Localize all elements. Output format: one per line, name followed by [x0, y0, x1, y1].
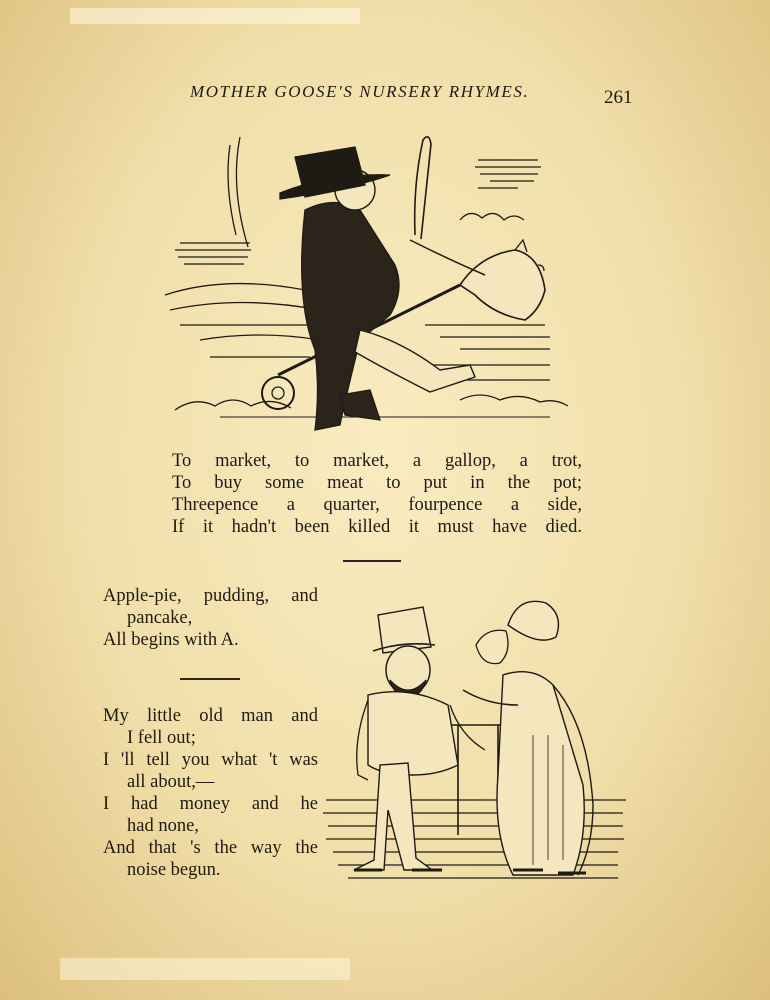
- verse-line: pancake,: [127, 608, 193, 628]
- section-divider: [180, 678, 240, 680]
- verse-line: all about,—: [127, 772, 215, 792]
- verse-line: My little old man and: [103, 706, 318, 726]
- verse-line: To market, to market, a gallop, a trot,: [172, 451, 582, 471]
- verse-line: All begins with A.: [103, 630, 239, 650]
- page-edge-highlight-top: [70, 8, 360, 24]
- rhyme-little-old-man: [103, 705, 318, 881]
- page-edge-highlight-bottom: [60, 958, 350, 980]
- verse-line: I 'll tell you what 't was: [103, 750, 318, 770]
- rhyme-to-market: [172, 450, 582, 538]
- running-header-title: MOTHER GOOSE'S NURSERY RHYMES.: [190, 82, 530, 101]
- section-divider: [343, 560, 401, 562]
- verse-line: Apple-pie, pudding, and: [103, 586, 318, 606]
- verse-line: To buy some meat to put in the pot;: [172, 473, 582, 493]
- verse-line: I fell out;: [127, 728, 196, 748]
- verse-line: had none,: [127, 816, 199, 836]
- page-number: 261: [604, 87, 633, 108]
- man-on-hobby-horse-illustration: [160, 125, 585, 435]
- verse-line: Threepence a quarter, fourpence a side,: [172, 495, 582, 515]
- verse-line: I had money and he: [103, 794, 318, 814]
- rhyme-apple-pie: [103, 585, 318, 651]
- verse-line: And that 's the way the: [103, 838, 318, 858]
- verse-line: If it hadn't been killed it must have died.: [172, 517, 582, 537]
- verse-line: noise begun.: [127, 860, 221, 880]
- old-man-and-woman-quarrel-illustration: [318, 585, 630, 897]
